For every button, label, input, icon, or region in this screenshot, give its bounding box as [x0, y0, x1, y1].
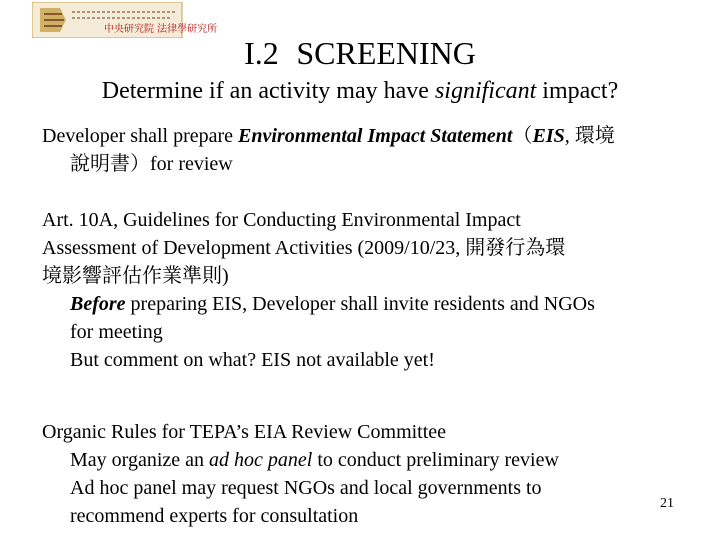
- eis-abbrev: EIS: [532, 125, 565, 147]
- before-bullet-line2: for meeting: [70, 321, 163, 343]
- eis-term: Environmental Impact Statement: [238, 125, 513, 147]
- guidelines-line: Art. 10A, Guidelines for Conducting Environmental Impact: [42, 209, 521, 231]
- panel-bullet: [42, 446, 682, 474]
- slide-title: I.2 SCREENING: [244, 35, 476, 71]
- subtitle-text: Determine if an activity may have: [101, 78, 435, 104]
- header-banner: [32, 2, 362, 38]
- organic-heading: Organic Rules for TEPA’s EIA Review Committee: [42, 421, 447, 443]
- institute-logo: [32, 2, 362, 38]
- guidelines-line: 境影響評估作業準則): [42, 265, 229, 287]
- panel-text: May organize an: [70, 449, 210, 471]
- slide-subtitle: [0, 76, 720, 106]
- experts-bullet-line2: recommend experts for consultation: [70, 505, 359, 527]
- panel-emphasis: ad hoc panel: [209, 449, 313, 471]
- eis-paragraph: [42, 122, 682, 178]
- eis-line2: 說明書）for review: [70, 153, 233, 175]
- guidelines-line: Assessment of Development Activities (2009/10/23, 開發行為環: [42, 237, 566, 259]
- before-bullet: [42, 290, 682, 318]
- organic-rules-paragraph: [42, 418, 682, 530]
- banner-label: 中央研究院 法律學研究所: [104, 24, 218, 35]
- comment-bullet: But comment on what? EIS not available yet!: [70, 349, 435, 371]
- panel-text-end: to conduct preliminary review: [312, 449, 559, 471]
- eis-chinese: , 環境: [564, 125, 615, 147]
- subtitle-emphasis: significant: [434, 78, 537, 104]
- eis-paren: （: [512, 125, 533, 147]
- guidelines-paragraph: [42, 206, 682, 374]
- before-emphasis: Before: [70, 293, 126, 315]
- experts-bullet: Ad hoc panel may request NGOs and local governments to: [70, 477, 542, 499]
- eis-text: Developer shall prepare: [42, 125, 239, 147]
- before-text: preparing EIS, Developer shall invite residents and NGOs: [125, 293, 595, 315]
- subtitle-text-end: impact?: [536, 78, 619, 104]
- page-number: 21: [660, 496, 674, 511]
